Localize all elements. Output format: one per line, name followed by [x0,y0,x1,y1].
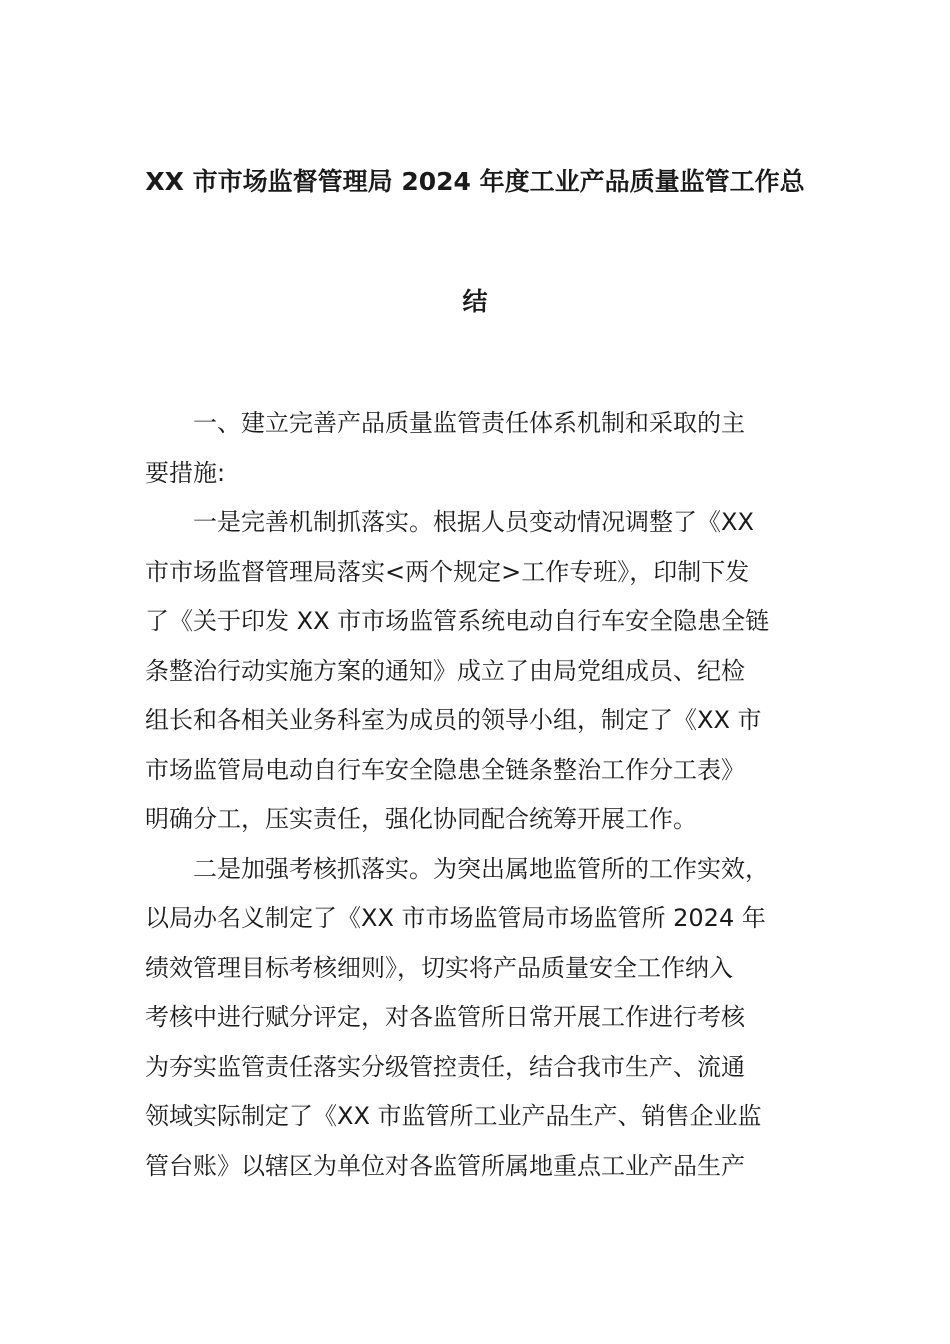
document-title-line-1: XX 市市场监督管理局 2024 年度工业产品质量监管工作总 [145,167,805,196]
paragraph-line: 考核中进行赋分评定，对各监管所日常开展工作进行考核 [145,1003,745,1031]
paragraph-line: 条整治行动实施方案的通知》成立了由局党组成员、纪检 [145,656,745,685]
paragraph-line: 以局办名义制定了《XX 市市场监管局市场监管所 2024 年 [145,904,766,932]
paragraph-line: 为夯实监管责任落实分级管控责任，结合我市生产、流通 [145,1052,745,1081]
paragraph-line: 二是加强考核抓落实。为突出属地监管所的工作实效， [193,854,769,883]
paragraph-line: 市市场监督管理局落实<两个规定>工作专班》，印制下发 [145,557,750,586]
section-heading-line: 要措施: [145,458,226,487]
paragraph-line: 市场监管局电动自行车安全隐患全链条整治工作分工表》 [145,755,745,784]
paragraph-line: 明确分工，压实责任，强化协同配合统筹开展工作。 [145,805,697,833]
document-title-line-2: 结 [462,287,488,316]
document-body [145,399,835,1191]
paragraph-line: 管台账》以辖区为单位对各监管所属地重点工业产品生产 [145,1151,745,1180]
paragraph-line: 绩效管理目标考核细则》，切实将产品质量安全工作纳入 [145,953,733,982]
paragraph-line: 一是完善机制抓落实。根据人员变动情况调整了《XX [193,508,754,536]
section-heading-line: 一、建立完善产品质量监管责任体系机制和采取的主 [193,409,745,437]
paragraph-line: 领域实际制定了《XX 市监管所工业产品生产、销售企业监 [145,1102,762,1130]
paragraph-line: 了《关于印发 XX 市市场监管系统电动自行车安全隐患全链 [145,607,770,635]
paragraph-line: 组长和各相关业务科室为成员的领导小组，制定了《XX 市 [145,706,762,734]
